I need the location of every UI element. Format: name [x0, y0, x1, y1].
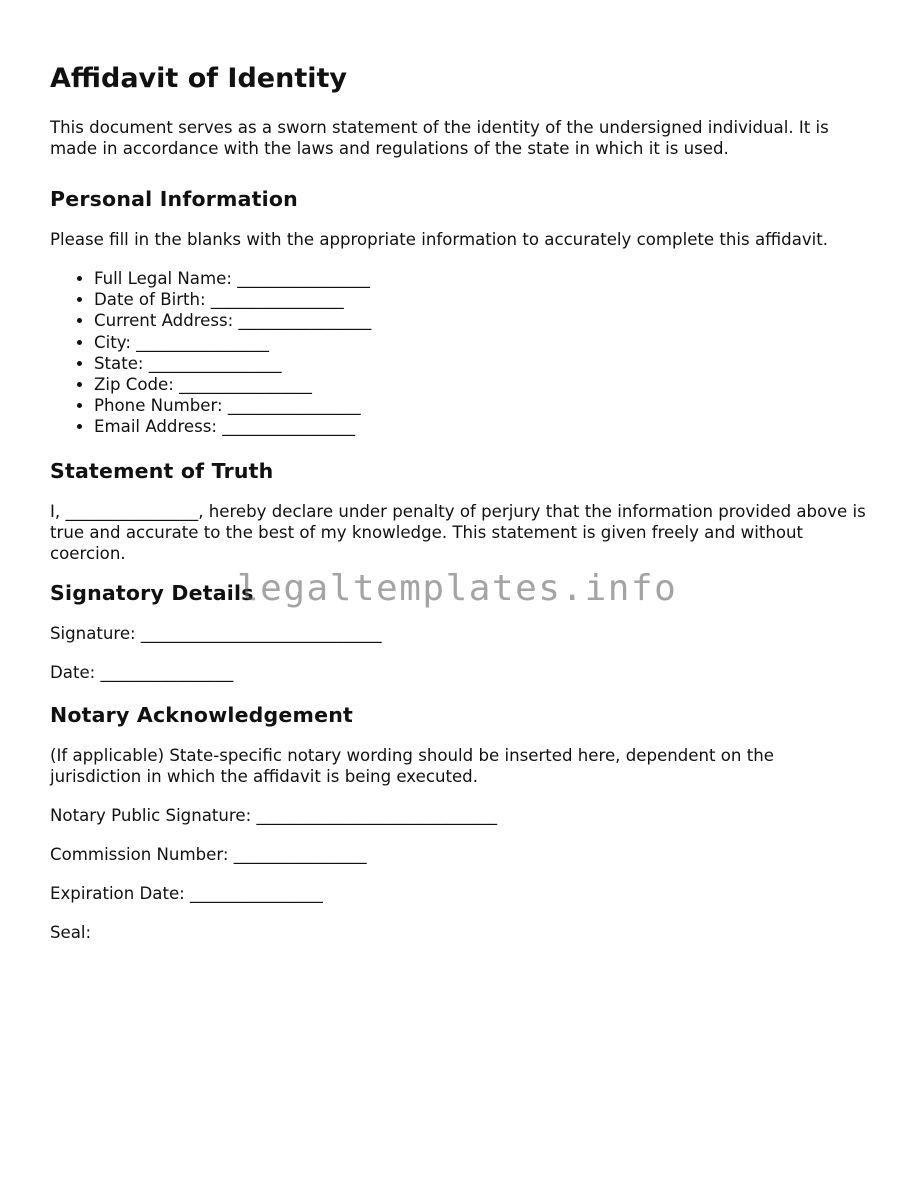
field-state: • State: ________________	[94, 353, 870, 374]
field-phone-number: • Phone Number: ________________	[94, 395, 870, 416]
statement-of-truth-text: I, ________________, hereby declare under penalty of perjury that the information provided above is true and accurate to the best of my knowledge. This statement is given freely and without coercion.	[50, 501, 866, 563]
intro-paragraph: This document serves as a sworn statement of the identity of the undersigned individual. It is made in accordance with the laws and regulations of the state in which it is used.	[50, 118, 829, 158]
field-zip-code: • Zip Code: ________________	[94, 374, 870, 395]
personal-info-heading: Personal Information	[50, 187, 298, 211]
notary-note: (If applicable) State-specific notary wording should be inserted here, dependent on the jurisdiction in which the affidavit is being executed.	[50, 745, 774, 786]
signature-line: Signature: _____________________________	[50, 623, 382, 643]
signatory-details-heading: Signatory Details	[50, 580, 254, 605]
date-line: Date: ________________	[50, 662, 234, 682]
field-city: • City: ________________	[94, 332, 870, 353]
personal-info-fields	[50, 268, 870, 438]
seal-line: Seal:	[50, 922, 92, 942]
field-date-of-birth: • Date of Birth: ________________	[94, 289, 870, 310]
field-full-legal-name: • Full Legal Name: ________________	[94, 268, 870, 289]
document-page	[50, 0, 870, 943]
notary-acknowledgement-heading: Notary Acknowledgement	[50, 702, 353, 727]
personal-info-instructions: Please fill in the blanks with the appropriate information to accurately complete this affidavit.	[50, 230, 829, 249]
expiration-date-line: Expiration Date: ________________	[50, 883, 323, 903]
statement-of-truth-heading: Statement of Truth	[50, 458, 274, 483]
field-current-address: • Current Address: ________________	[94, 310, 870, 331]
commission-number-line: Commission Number: ________________	[50, 844, 367, 864]
document-title: Affidavit of Identity	[50, 63, 347, 94]
field-email-address: • Email Address: ________________	[94, 416, 870, 437]
notary-signature-line: Notary Public Signature: _____________________________	[50, 805, 498, 825]
watermark: legaltemplates.info	[237, 568, 678, 609]
